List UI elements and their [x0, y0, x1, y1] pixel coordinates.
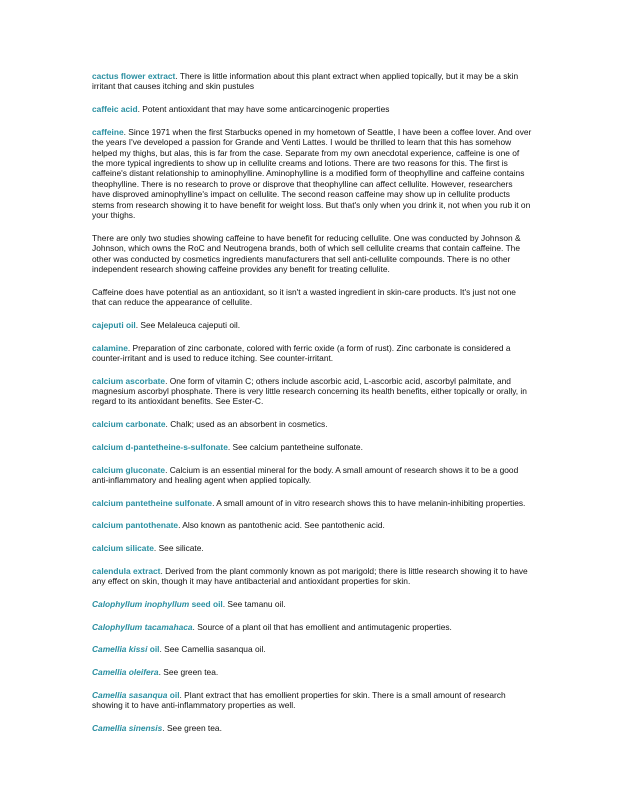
entry-camellia-kissi-oil	[92, 644, 532, 654]
entry-body: . Preparation of zinc carbonate, colored with ferric oxide (a form of rust). Zinc carbonate is considered a counter-irritant and is used to reduce itching. See counter-irritant.	[92, 342, 511, 363]
entry-term: calcium carbonate	[92, 419, 166, 430]
entry-calophyllum-tacamahaca	[92, 622, 532, 632]
entry-calcium-pantetheine-sulfonate	[92, 498, 532, 508]
entry-caffeine-antioxidant	[92, 287, 532, 308]
entry-term: cajeputi oil	[92, 319, 136, 330]
entry-calcium-gluconate	[92, 465, 532, 486]
entry-body: . See calcium pantetheine sulfonate.	[227, 441, 363, 452]
entry-term-italic: Camellia sinensis	[92, 722, 163, 733]
entry-term: calcium d-pantetheine-s-sulfonate	[92, 441, 228, 452]
entry-term: caffeic acid	[92, 104, 138, 115]
entry-term: oil	[147, 644, 160, 655]
entry-body: . Chalk; used as an absorbent in cosmetics.	[165, 419, 328, 430]
entry-calophyllum-inophyllum-seed-oil	[92, 599, 532, 609]
entry-term: calcium ascorbate	[92, 375, 166, 386]
entry-body: . See green tea.	[158, 666, 219, 677]
entry-body: . See Camellia sasanqua oil.	[159, 644, 266, 655]
entry-body: . Derived from the plant commonly known as pot marigold; there is little research showing it to have any effect on skin, though it may have antibacterial and antioxidant properties for skin.	[92, 565, 528, 587]
entry-body: Caffeine does have potential as an antioxidant, so it isn't a wasted ingredient in skin-care products. It's just not one that can reduce the appearance of cellulite.	[92, 286, 516, 308]
entry-calcium-silicate	[92, 543, 532, 553]
entry-term-italic: Calophyllum tacamahaca	[92, 621, 193, 632]
entry-term: cactus flower extract	[92, 71, 176, 81]
entry-body: . One form of vitamin C; others include ascorbic acid, L-ascorbic acid, ascorbyl palmitate, and magnesium ascorbyl phosphate. There is very little research concerning its health benefits, either topically or orally, in regard to its antioxidant benefits. See Ester-C.	[92, 375, 527, 407]
entry-body: . A small amount of in vitro research shows this to have melanin-inhibiting properties.	[212, 497, 526, 508]
entry-term: calcium gluconate	[92, 464, 166, 475]
entry-term: calcium pantetheine sulfonate	[92, 497, 213, 508]
entry-body: . Since 1971 when the first Starbucks opened in my hometown of Seattle, I have been a coffee lover. And over the years I've developed a passion for Grande and Venti Lattes. I would be thrilled to learn that this has somehow helped my thighs, but alas, this is far from the case. Separate from my own anecdotal experience, caffeine is one of the more typical ingredients to show up in cellulite creams and lotions. There are two reasons for this. The first is caffeine's distant relationship to aminophylline. Aminophylline is a modified form of theophylline and caffeine contains theophylline. There is no research to prove or disprove that theophylline can affect cellulite. However, researchers have disproved aminophylline's impact on cellulite. The second reason caffeine may show up in cellulite products stems from research showing it to have benefit for weight loss. But that's only when you drink it, not when you rub it on your thighs.	[92, 126, 532, 221]
entry-calcium-pantothenate	[92, 520, 532, 530]
entry-term: calcium silicate	[92, 543, 154, 554]
entry-calendula-extract	[92, 566, 532, 587]
entry-camellia-oleifera	[92, 667, 532, 677]
entry-camellia-sinensis	[92, 723, 532, 733]
entry-body: . Potent antioxidant that may have some anticarcinogenic properties	[137, 104, 390, 115]
entry-calcium-d-pantetheine-s-sulfonate	[92, 442, 532, 452]
entry-body: . There is little information about this plant extract when applied topically, but it may be a skin irritant that causes itching and skin pustules	[92, 71, 519, 92]
entry-term-italic: Calophyllum inophyllum	[92, 598, 190, 609]
entry-body: . See silicate.	[153, 543, 204, 554]
glossary-page	[92, 71, 532, 745]
entry-body: . Source of a plant oil that has emollient and antimutagenic properties.	[192, 621, 452, 632]
entry-cajeputi-oil	[92, 320, 532, 330]
entry-body: There are only two studies showing caffeine to have benefit for reducing cellulite. One was conducted by Johnson & Johnson, which owns the RoC and Neutrogena brands, both of which sell cellulite creams that contain caffeine. The other was conducted by cosmetics ingredients manufacturers that sell anti-cellulite compounds. There is no other independent research showing caffeine provides any benefit for treating cellulite.	[92, 232, 521, 274]
entry-term: calendula extract	[92, 565, 161, 576]
entry-term: seed oil	[189, 598, 223, 609]
entry-body: . Also known as pantothenic acid. See pantothenic acid.	[178, 520, 385, 531]
entry-term: oil	[167, 689, 180, 700]
entry-body: . See green tea.	[162, 722, 222, 733]
entry-term: calcium pantothenate	[92, 520, 179, 531]
entry-caffeine	[92, 127, 532, 221]
entry-body: . Calcium is an essential mineral for the body. A small amount of research shows it to be a good anti-inflammatory and healing agent when applied topically.	[92, 464, 519, 485]
entry-cactus-flower-extract	[92, 71, 532, 92]
entry-term: calamine	[92, 342, 128, 353]
entry-camellia-sasanqua-oil	[92, 690, 532, 711]
entry-body: . See Melaleuca cajeputi oil.	[135, 319, 241, 330]
entry-term-italic: Camellia sasanqua	[92, 689, 168, 700]
entry-term-italic: Camellia oleifera	[92, 666, 159, 677]
entry-term: caffeine	[92, 126, 124, 137]
entry-calcium-carbonate	[92, 419, 532, 429]
entry-calamine	[92, 343, 532, 364]
entry-body: . Plant extract that has emollient properties for skin. There is a small amount of research showing it to have anti-inflammatory properties as well.	[92, 689, 506, 711]
entry-calcium-ascorbate	[92, 376, 532, 407]
entry-term-italic: Camellia kissi	[92, 644, 148, 655]
entry-caffeine-studies	[92, 233, 532, 275]
entry-caffeic-acid	[92, 104, 532, 114]
entry-body: . See tamanu oil.	[222, 598, 286, 609]
